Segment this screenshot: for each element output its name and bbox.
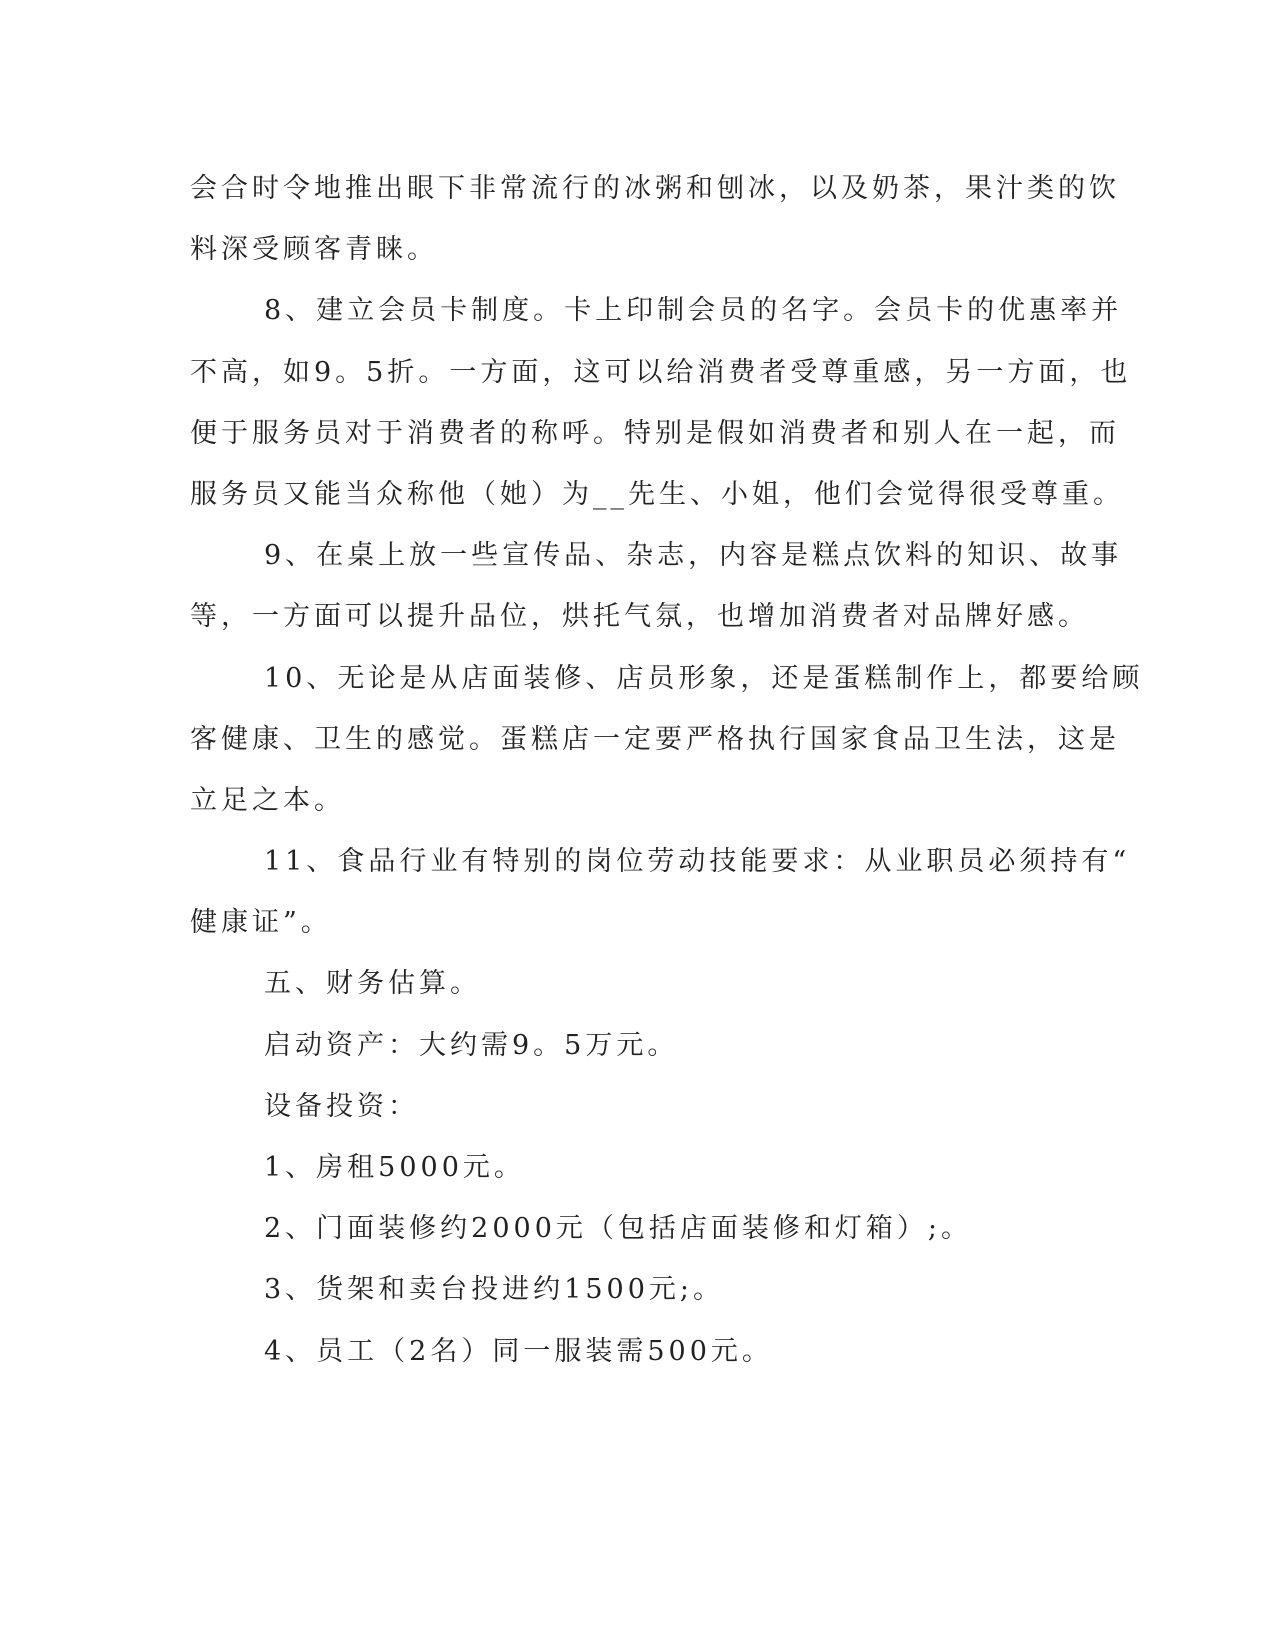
paragraph-line: 8、建立会员卡制度。卡上印制会员的名字。会员卡的优惠率并 [264, 295, 1123, 327]
list-item: 2、门面装修约2000元（包括店面装修和灯箱）;。 [264, 1213, 972, 1245]
paragraph-line: 9、在桌上放一些宣传品、杂志，内容是糕点饮料的知识、故事 [264, 540, 1123, 572]
list-item: 1、房租5000元。 [264, 1152, 525, 1183]
paragraph-line: 便于服务员对于消费者的称呼。特别是假如消费者和别人在一起，而 [190, 417, 1120, 449]
paragraph-line: 不高，如9。5折。一方面，这可以给消费者受尊重感，另一方面，也 [190, 356, 1132, 388]
paragraph-line: 会合时令地推出眼下非常流行的冰粥和刨冰，以及奶茶，果汁类的饮 [190, 173, 1120, 204]
paragraph-line: 客健康、卫生的感觉。蛋糕店一定要严格执行国家食品卫生法，这是 [190, 723, 1120, 755]
paragraph-line: 料深受顾客青睐。 [190, 234, 438, 266]
section-heading: 五、财务估算。 [264, 968, 481, 1000]
paragraph-line: 设备投资： [264, 1090, 419, 1122]
document-body [190, 158, 1144, 1382]
paragraph-line: 服务员又能当众称他（她）为__先生、小姐，他们会觉得很受尊重。 [190, 478, 1124, 510]
paragraph-line: 启动资产：大约需9。5万元。 [264, 1029, 679, 1061]
paragraph-line: 立足之本。 [190, 784, 345, 816]
paragraph-line: 等，一方面可以提升品位，烘托气氛，也增加消费者对品牌好感。 [190, 601, 1089, 633]
paragraph-line: 健康证”。 [190, 907, 332, 939]
paragraph-line: 11、食品行业有特别的岗位劳动技能要求：从业职员必须持有“ [264, 846, 1131, 878]
list-item: 4、员工（2名）同一服装需500元。 [264, 1335, 773, 1367]
paragraph-line: 10、无论是从店面装修、店员形象，还是蛋糕制作上，都要给顾 [264, 662, 1144, 694]
list-item: 3、货架和卖台投进约1500元;。 [264, 1274, 724, 1306]
